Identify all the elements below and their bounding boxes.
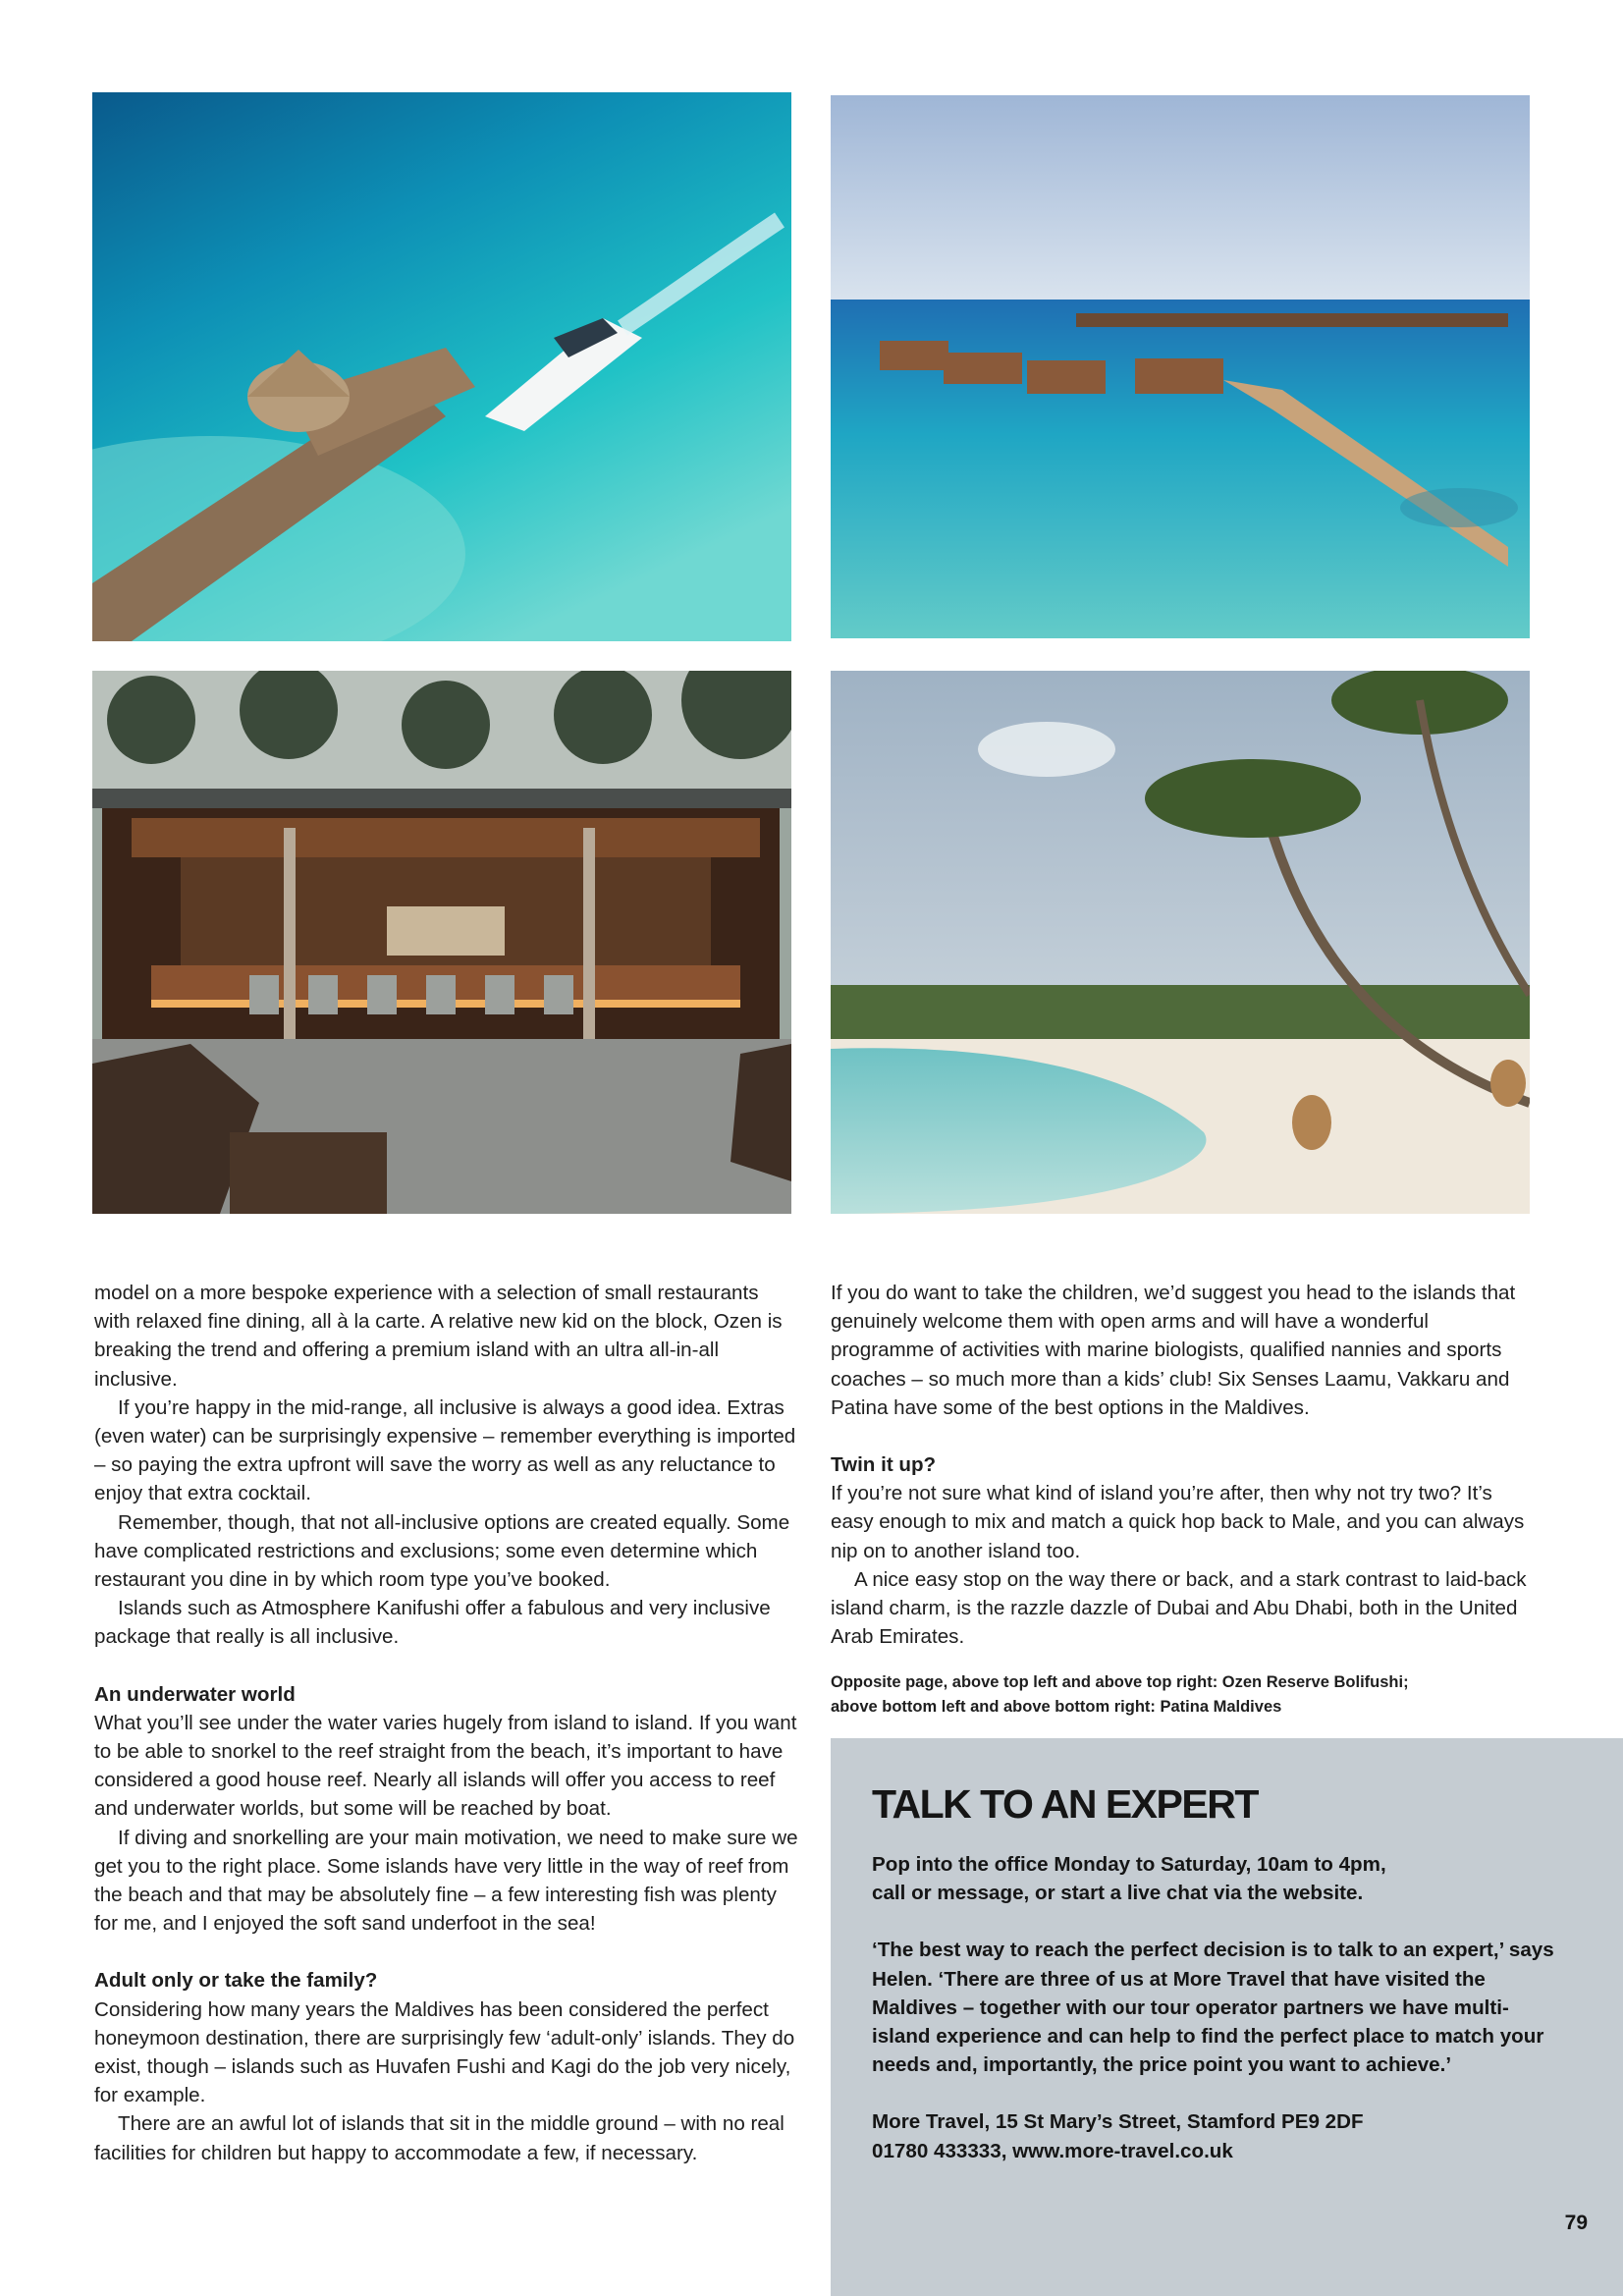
body-paragraph: If you’re happy in the mid-range, all inclusive is always a good idea. Extras (even water) can be surprisingly expensive – remember everything is imported – so paying the extra upfront will save the worry as well as any reluctance to enjoy that extra cocktail. — [94, 1395, 796, 1505]
body-paragraph: If you do want to take the children, we’d suggest you head to the islands that genuinely welcome them with open arms and will have a wonderful programme of activities with marine biologists, qualified nannies and sports coaches – so much more than a kids’ club! Six Senses Laamu, Vakkaru and Patina have some of the best options in the Maldives. — [831, 1282, 1516, 1419]
section-heading-adult-only: Adult only or take the family? — [94, 1969, 378, 1993]
right-article-column — [831, 1279, 1530, 1720]
body-paragraph: If you’re not sure what kind of island you’re after, then why not try two? It’s easy enough to mix and match a quick hop back to Male, and you can always nip on to another island too. — [831, 1482, 1525, 1562]
left-article-column — [94, 1279, 799, 2167]
section-heading-underwater: An underwater world — [94, 1682, 296, 1706]
body-paragraph: model on a more bespoke experience with a selection of small restaurants with relaxed fine dining, all à la carte. A relative new kid on the block, Ozen is breaking the trend and offering a premium island with an ultra all-in-all inclusive. — [94, 1282, 783, 1391]
intro-line: call or message, or start a live chat via the website. — [872, 1882, 1364, 1905]
caption-line: Opposite page, above top left and above top right: Ozen Reserve Bolifushi; — [831, 1673, 1409, 1692]
overwater-villas-photo — [831, 95, 1530, 638]
photo-caption — [831, 1670, 1530, 1720]
expert-contact — [872, 2107, 1559, 2164]
office-address: More Travel, 15 St Mary’s Street, Stamford PE9 2DF — [872, 2110, 1364, 2134]
body-paragraph: Considering how many years the Maldives has been considered the perfect honeymoon destination, there are surprisingly few ‘adult-only’ islands. They do exist, though – islands such as Huvafen Fushi and Kagi do the job very nicely, for example. — [94, 1997, 795, 2107]
palm-beach-lagoon-photo — [831, 671, 1530, 1214]
body-paragraph: A nice easy stop on the way there or back, and a stark contrast to laid-back island charm, is the razzle dazzle of Dubai and Abu Dhabi, both in the United Arab Emirates. — [831, 1567, 1527, 1649]
body-paragraph: There are an awful lot of islands that sit in the middle ground – with no real facilities for children but happy to accommodate a few, if necessary. — [94, 2112, 784, 2164]
body-paragraph: Islands such as Atmosphere Kanifushi offer a fabulous and very inclusive package that really is all inclusive. — [94, 1597, 771, 1649]
caption-line: above bottom left and above bottom right: Patina Maldives — [831, 1698, 1282, 1717]
expert-box-title: TALK TO AN EXPERT — [872, 1781, 1258, 1827]
expert-quote: ‘The best way to reach the perfect decision is to talk to an expert,’ says Helen. ‘There are three of us at More Travel that have visited the Maldives – together with our tour operator partners we have multi-island experience and can help to find the perfect place to match your needs and, importantly, the price point you want to achieve.’ — [872, 1939, 1554, 2077]
body-paragraph: Remember, though, that not all-inclusive options are created equally. Some have complicated restrictions and exclusions; some even determine which restaurant you dine in by which room type you’ve booked. — [94, 1510, 790, 1592]
talk-to-expert-box — [831, 1738, 1623, 2296]
phone-and-website: 01780 433333, www.more-travel.co.uk — [872, 2139, 1233, 2162]
expert-box-body — [872, 1850, 1559, 2194]
intro-line: Pop into the office Monday to Saturday, 10am to 4pm, — [872, 1853, 1386, 1876]
expert-intro — [872, 1850, 1559, 1907]
aerial-pier-boat-photo — [92, 92, 791, 641]
beach-restaurant-photo — [92, 671, 791, 1214]
body-paragraph: If diving and snorkelling are your main motivation, we need to make sure we get you to the right place. Some islands have very little in the way of reef from the beach and that may be absolutely fine – a few interesting fish was plenty for me, and I enjoyed the soft sand underfoot in the sea! — [94, 1826, 798, 1936]
page-number: 79 — [1564, 2212, 1588, 2234]
section-heading-twin: Twin it up? — [831, 1453, 937, 1477]
body-paragraph: What you’ll see under the water varies hugely from island to island. If you want to be able to snorkel to the reef straight from the beach, it’s important to have considered a good house reef. Nearly all islands will offer you access to reef and underwater worlds, but some will be reached by boat. — [94, 1711, 797, 1821]
